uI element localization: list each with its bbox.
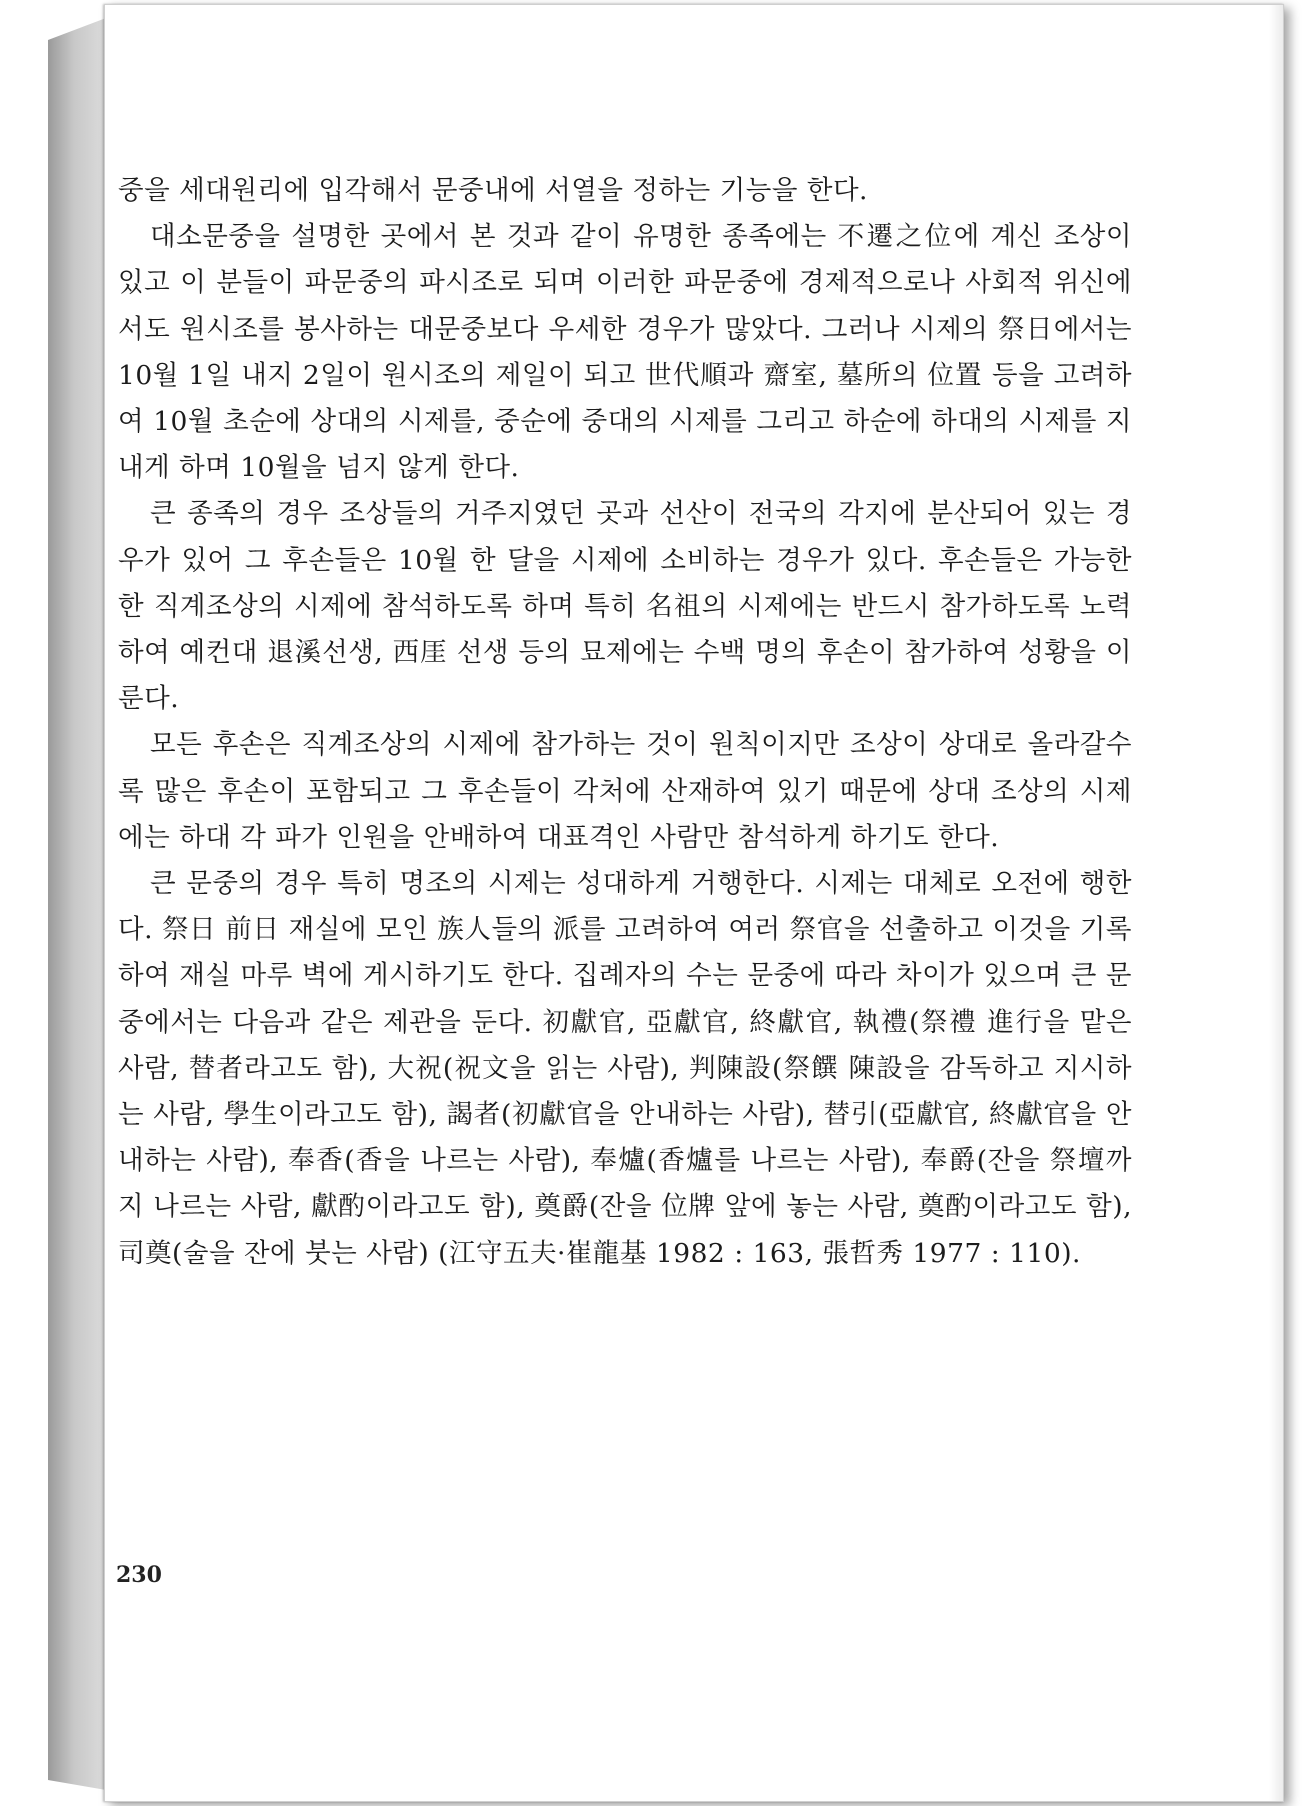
paragraph: 큰 종족의 경우 조상들의 거주지였던 곳과 선산이 전국의 각지에 분산되어 있는 경우가 있어 그 후손들은 10월 한 달을 시제에 소비하는 경우가 있다. 후손들은 가능한 한 직계조상의 시제에 참석하도록 하며 특히 名祖의 시제에는 반드시 참가하도록 노력하여 예컨대 退溪선생, 西厓 선생 등의 묘제에는 수백 명의 후손이 참가하여 성황을 이룬다. bbox=[118, 498, 1132, 715]
book-spine bbox=[48, 18, 106, 1790]
page-edge-shade bbox=[1269, 5, 1283, 1801]
paragraph: 큰 문중의 경우 특히 명조의 시제는 성대하게 거행한다. 시제는 대체로 오전에 행한다. 祭日 前日 재실에 모인 族人들의 派를 고려하여 여러 祭官을 선출하고 이것을 기록하여 재실 마루 벽에 게시하기도 한다. 집례자의 수는 문중에 따라 차이가 있으며 큰 문중에서는 다음과 같은 제관을 둔다. 初獻官, 亞獻官, 終獻官, 執禮(祭禮 進行을 맡은 사람, 替者라고도 함), 大祝(祝文을 읽는 사람), 判陳設(祭饌 陳設을 감독하고 지시하는 사람, 學生이라고도 함), 謁者(初獻官을 안내하는 사람), 替引(亞獻官, 終獻官을 안내하는 사람), 奉香(香을 나르는 사람), 奉爐(香爐를 나르는 사람), 奉爵(잔을 祭壇까지 나르는 사람, 獻酌이라고도 함), 奠爵(잔을 位牌 앞에 놓는 사람, 奠酌이라고도 함), 司奠(술을 잔에 붓는 사람) (江守五夫·崔龍基 1982 : 163, 張哲秀 1977 : 110). bbox=[118, 868, 1132, 1269]
page-number: 230 bbox=[116, 1562, 162, 1588]
paragraph: 대소문중을 설명한 곳에서 본 것과 같이 유명한 종족에는 不遷之位에 계신 조상이 있고 이 분들이 파문중의 파시조로 되며 이러한 파문중에 경제적으로나 사회적 위신에서도 원시조를 봉사하는 대문중보다 우세한 경우가 많았다. 그러나 시제의 祭日에서는 10월 1일 내지 2일이 원시조의 제일이 되고 世代順과 齋室, 墓所의 位置 등을 고려하여 10월 초순에 상대의 시제를, 중순에 중대의 시제를 그리고 하순에 하대의 시제를 지내게 하며 10월을 넘지 않게 한다. bbox=[118, 221, 1132, 484]
body-text bbox=[118, 168, 1132, 1277]
paragraph: 모든 후손은 직계조상의 시제에 참가하는 것이 원칙이지만 조상이 상대로 올라갈수록 많은 후손이 포함되고 그 후손들이 각처에 산재하여 있기 때문에 상대 조상의 시제에는 하대 각 파가 인원을 안배하여 대표격인 사람만 참석하게 하기도 한다. bbox=[118, 729, 1132, 853]
paragraph: 중을 세대원리에 입각해서 문중내에 서열을 정하는 기능을 한다. bbox=[118, 175, 868, 206]
